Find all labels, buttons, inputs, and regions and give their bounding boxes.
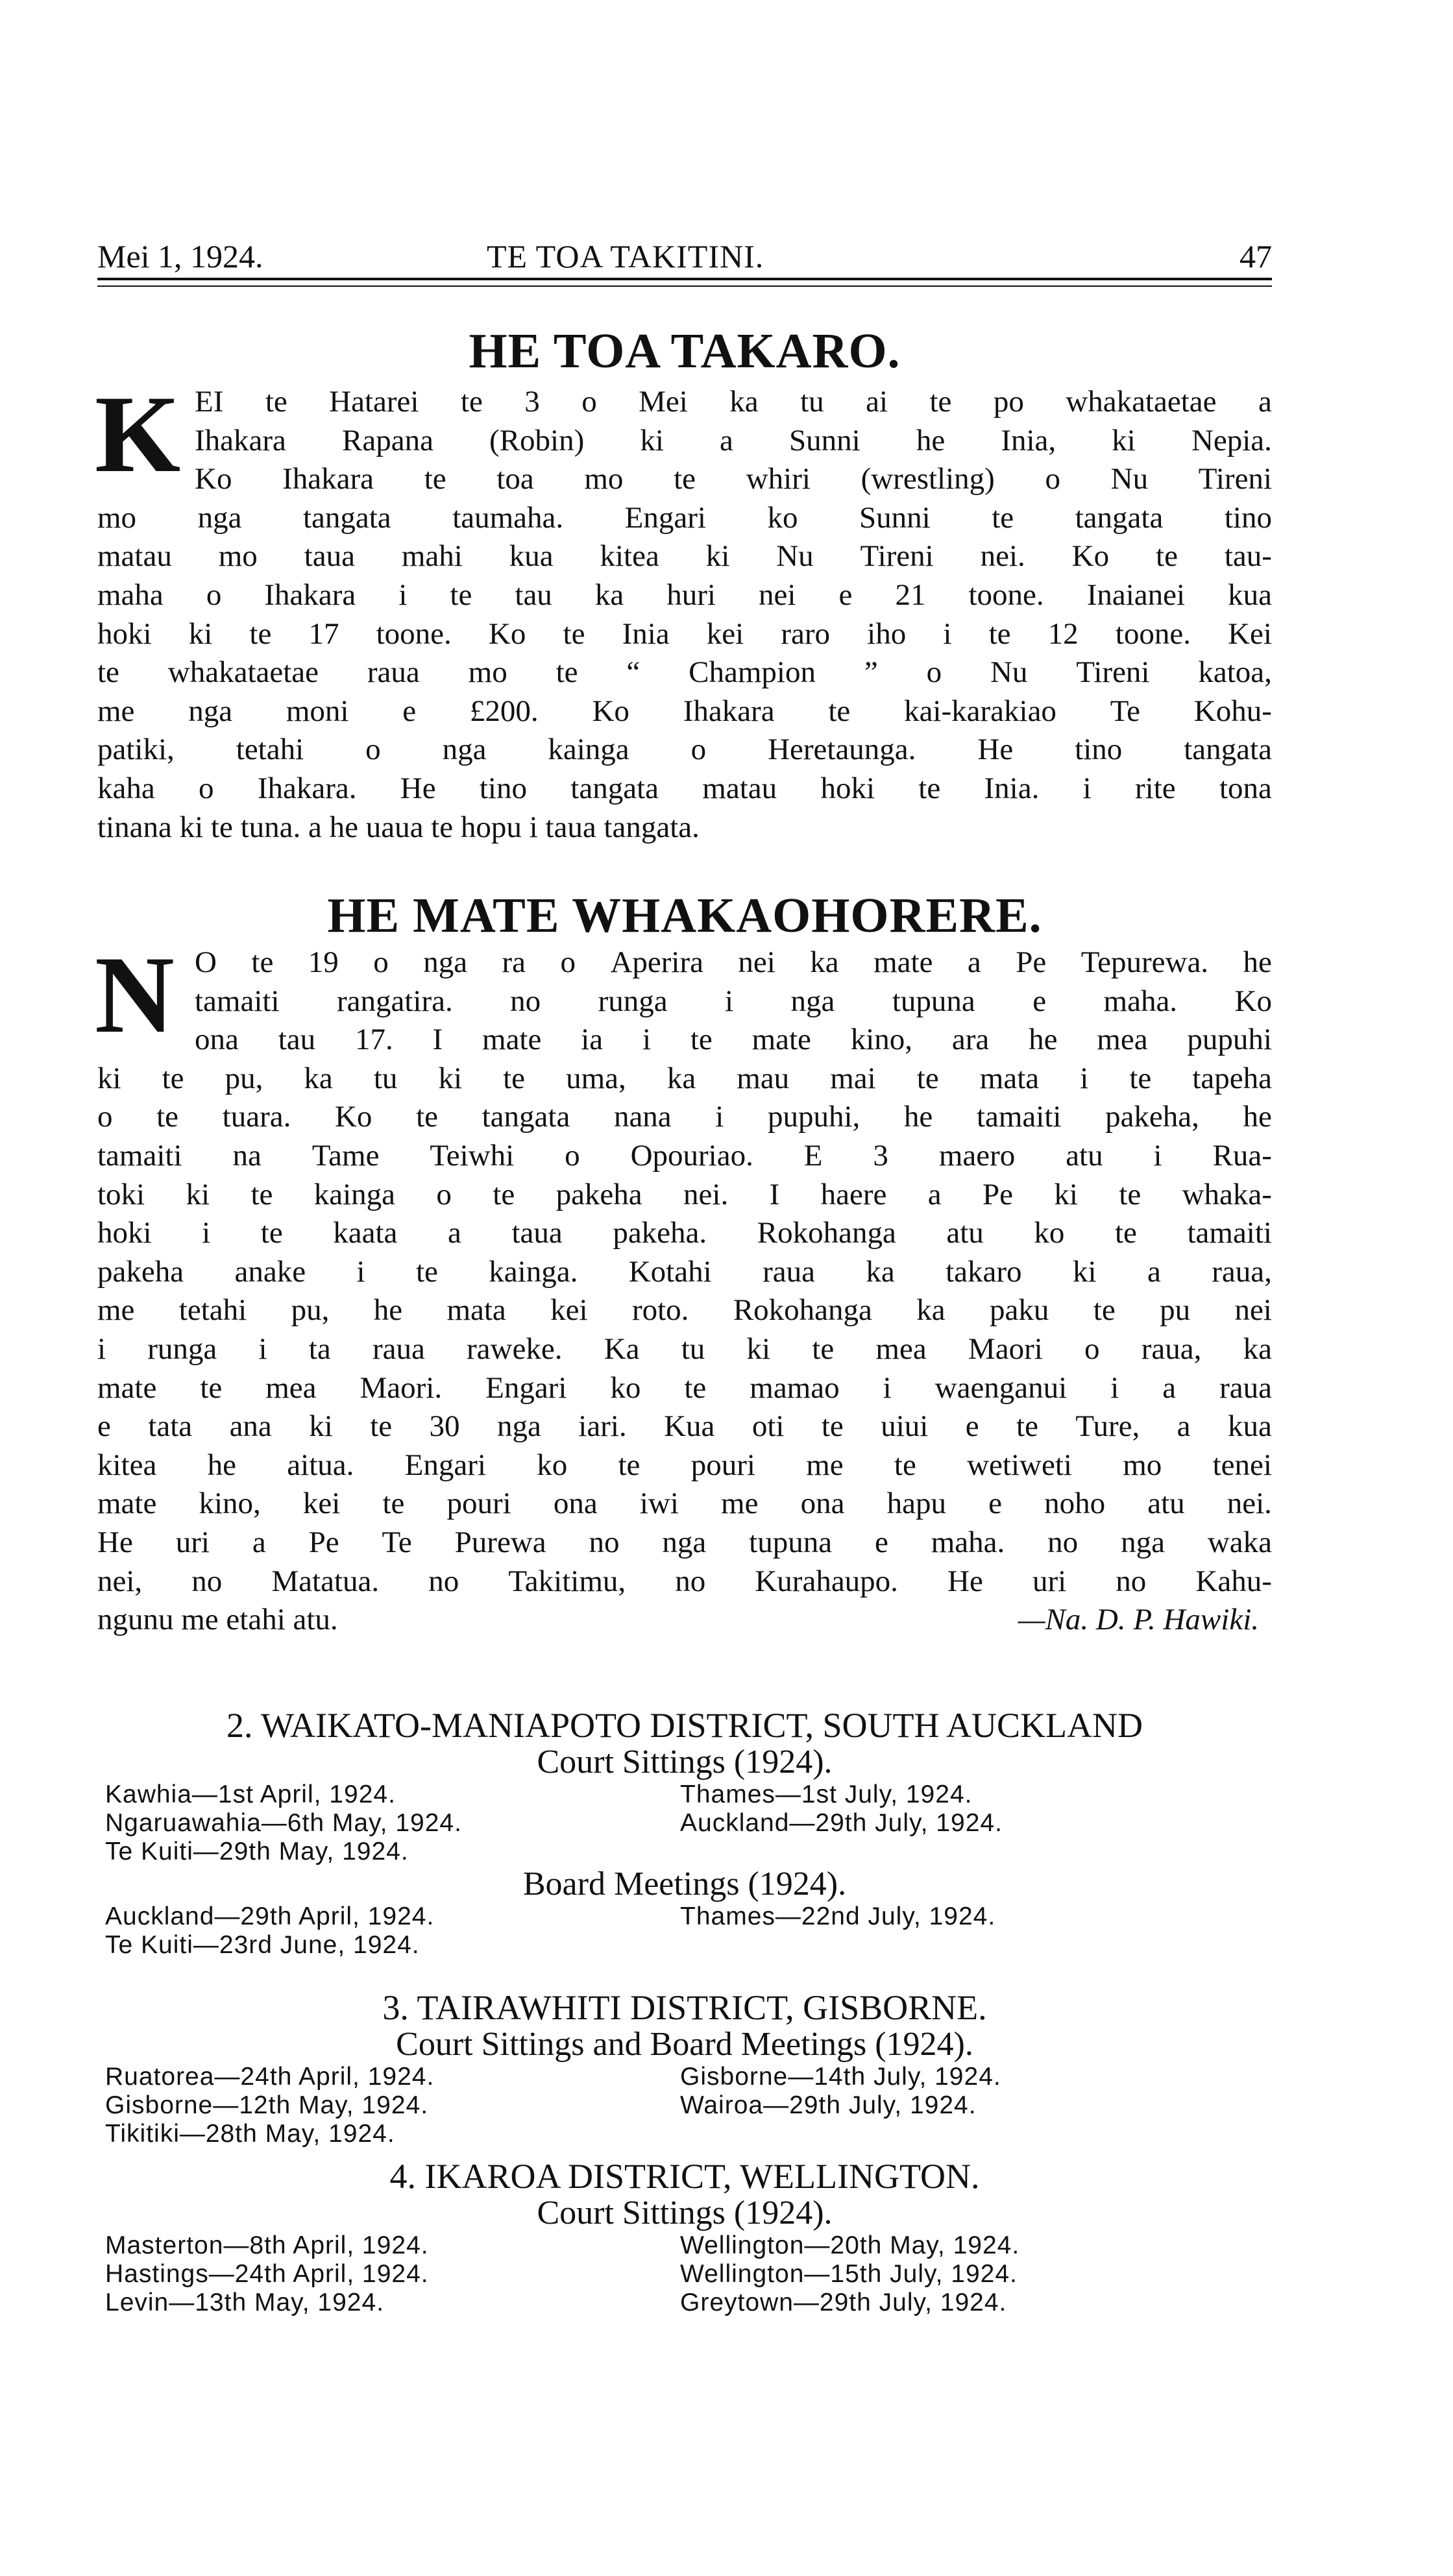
text-line: te whakataetae raua mo te “ Champion ” o Nu Tireni katoa,	[97, 655, 1272, 690]
schedule-entry: Masterton—8th April, 1924.	[105, 2231, 429, 2259]
schedule-row	[97, 2063, 1272, 2091]
schedule-entry: Thames—22nd July, 1924.	[680, 1902, 996, 1930]
schedule-entry: Wellington—20th May, 1924.	[680, 2231, 1020, 2259]
text-line: matau mo taua mahi kua kitea ki Nu Tireni nei. Ko te tau-	[97, 539, 1272, 574]
section-subheading: Court Sittings (1924).	[537, 2194, 833, 2231]
text-line: tamaiti rangatira. no runga i nga tupuna e maha. Ko	[195, 984, 1272, 1018]
text-line-with-signature	[97, 1601, 1272, 1640]
section-waikato-maniapoto	[97, 1707, 1272, 1960]
closing-text: ngunu me etahi atu.	[97, 1603, 338, 1637]
text-line: kitea he aitua. Engari ko te pouri me te wetiweti mo tenei	[97, 1448, 1272, 1482]
text-line: toki ki te kainga o te pakeha nei. I haere a Pe ki te whaka-	[97, 1177, 1272, 1211]
text-line: EI te Hatarei te 3 o Mei ka tu ai te po whakataetae a	[195, 385, 1272, 419]
schedule-row	[97, 2091, 1272, 2120]
header-title: TE TOA TAKITINI.	[487, 238, 764, 274]
schedule-row	[97, 1838, 1272, 1866]
text-line: mate kino, kei te pouri ona iwi me ona hapu e noho atu nei.	[97, 1487, 1272, 1521]
text-line: O te 19 o nga ra o Aperira nei ka mate a Pe Tepurewa. he	[195, 945, 1272, 979]
text-line: ona tau 17. I mate ia i te mate kino, ara he mea pupuhi	[195, 1023, 1272, 1057]
article-mate-whakaohorere	[95, 934, 1272, 1640]
text-line: tinana ki te tuna. a he uaua te hopu i taua tangata.	[97, 810, 700, 844]
schedule-entry: Ngaruawahia—6th May, 1924.	[105, 1809, 462, 1837]
text-line: o te tuara. Ko te tangata nana i pupuhi, he tamaiti pakeha, he	[97, 1100, 1272, 1134]
text-line: nei, no Matatua. no Takitimu, no Kurahaupo. He uri no Kahu-	[97, 1564, 1272, 1598]
text-line: kaha o Ihakara. He tino tangata matau hoki te Inia. i rite tona	[97, 771, 1272, 805]
section-subheading: Court Sittings and Board Meetings (1924).	[396, 2026, 973, 2063]
section-subheading: Board Meetings (1924).	[522, 1865, 847, 1902]
article-signature: —Na. D. P. Hawiki.	[1018, 1603, 1259, 1637]
schedule-entry: Gisborne—12th May, 1924.	[105, 2091, 429, 2119]
schedule-row	[97, 1809, 1272, 1838]
section-tairawhiti	[97, 1989, 1272, 2148]
schedule-row	[97, 1931, 1272, 1960]
schedule-row	[97, 2260, 1272, 2289]
text-line: patiki, tetahi o nga kainga o Heretaunga. He tino tangata	[97, 733, 1272, 767]
article-title-mate-whakaohorere: HE MATE WHAKAOHORERE.	[327, 888, 1042, 943]
schedule-entry: Auckland—29th April, 1924.	[105, 1902, 435, 1930]
schedule-entry: Thames—1st July, 1924.	[680, 1780, 973, 1808]
text-line: He uri a Pe Te Purewa no nga tupuna e maha. no nga waka	[97, 1525, 1272, 1559]
text-line: hoki ki te 17 toone. Ko te Inia kei raro iho i te 12 toone. Kei	[97, 616, 1272, 651]
schedule-entry: Hastings—24th April, 1924.	[105, 2260, 429, 2288]
section-ikaroa	[97, 2157, 1272, 2317]
text-line: mate te mea Maori. Engari ko te mamao i waenganui i a raua	[97, 1370, 1272, 1405]
section-heading: 3. TAIRAWHITI DISTRICT, GISBORNE.	[382, 1988, 987, 2027]
text-line: me nga moni e £200. Ko Ihakara te kai-karakiao Te Kohu-	[97, 694, 1272, 728]
article-toa-takaro	[95, 373, 1272, 847]
schedule-entry: Wellington—15th July, 1924.	[680, 2260, 1018, 2288]
schedule-entry: Kawhia—1st April, 1924.	[105, 1780, 396, 1808]
schedule-entry: Gisborne—14th July, 1924.	[680, 2063, 1001, 2091]
schedule-row	[97, 2289, 1272, 2317]
schedule-row	[97, 1780, 1272, 1809]
text-line: ki te pu, ka tu ki te uma, ka mau mai te mata i te tapeha	[97, 1061, 1272, 1095]
header-rule-thick	[97, 278, 1272, 280]
schedule-entry: Greytown—29th July, 1924.	[680, 2289, 1007, 2316]
text-line: mo nga tangata taumaha. Engari ko Sunni te tangata tino	[97, 500, 1272, 535]
section-subheading: Court Sittings (1924).	[537, 1744, 833, 1780]
schedule-entry: Te Kuiti—29th May, 1924.	[105, 1838, 409, 1865]
text-line: Ko Ihakara te toa mo te whiri (wrestling) o Nu Tireni	[195, 462, 1272, 496]
page-header	[97, 235, 1272, 280]
schedule-entry: Te Kuiti—23rd June, 1924.	[105, 1931, 420, 1959]
schedule-entry: Levin—13th May, 1924.	[105, 2289, 385, 2316]
text-line: hoki i te kaata a taua pakeha. Rokohanga atu ko te tamaiti	[97, 1216, 1272, 1250]
schedule-row	[97, 2231, 1272, 2260]
text-line: Ihakara Rapana (Robin) ki a Sunni he Inia, ki Nepia.	[195, 423, 1272, 457]
drop-cap: K	[95, 373, 181, 495]
text-line: e tata ana ki te 30 nga iari. Kua oti te uiui e te Ture, a kua	[97, 1409, 1272, 1444]
text-line: tamaiti na Tame Teiwhi o Opouriao. E 3 maero atu i Rua-	[97, 1138, 1272, 1173]
text-line: i runga i ta raua raweke. Ka tu ki te mea Maori o raua, ka	[97, 1331, 1272, 1366]
section-heading: 2. WAIKATO-MANIAPOTO DISTRICT, SOUTH AUCKLAND	[226, 1706, 1143, 1745]
text-line: maha o Ihakara i te tau ka huri nei e 21 toone. Inaianei kua	[97, 577, 1272, 612]
schedule-entry: Tikitiki—28th May, 1924.	[105, 2120, 395, 2148]
header-date: Mei 1, 1924.	[97, 238, 263, 274]
header-page-number: 47	[1239, 238, 1272, 274]
article-title-toa-takaro: HE TOA TAKARO.	[469, 324, 901, 378]
schedule-row	[97, 2120, 1272, 2148]
text-line: me tetahi pu, he mata kei roto. Rokohanga ka paku te pu nei	[97, 1293, 1272, 1328]
text-line: pakeha anake i te kainga. Kotahi raua ka takaro ki a raua,	[97, 1254, 1272, 1289]
schedule-entry: Ruatorea—24th April, 1924.	[105, 2063, 435, 2091]
header-rule-thin	[97, 286, 1272, 287]
schedule-entry: Auckland—29th July, 1924.	[680, 1809, 1003, 1837]
drop-cap: N	[95, 934, 175, 1056]
section-heading: 4. IKAROA DISTRICT, WELLINGTON.	[389, 2157, 980, 2196]
schedule-row	[97, 1902, 1272, 1931]
schedule-entry: Wairoa—29th July, 1924.	[680, 2091, 977, 2119]
